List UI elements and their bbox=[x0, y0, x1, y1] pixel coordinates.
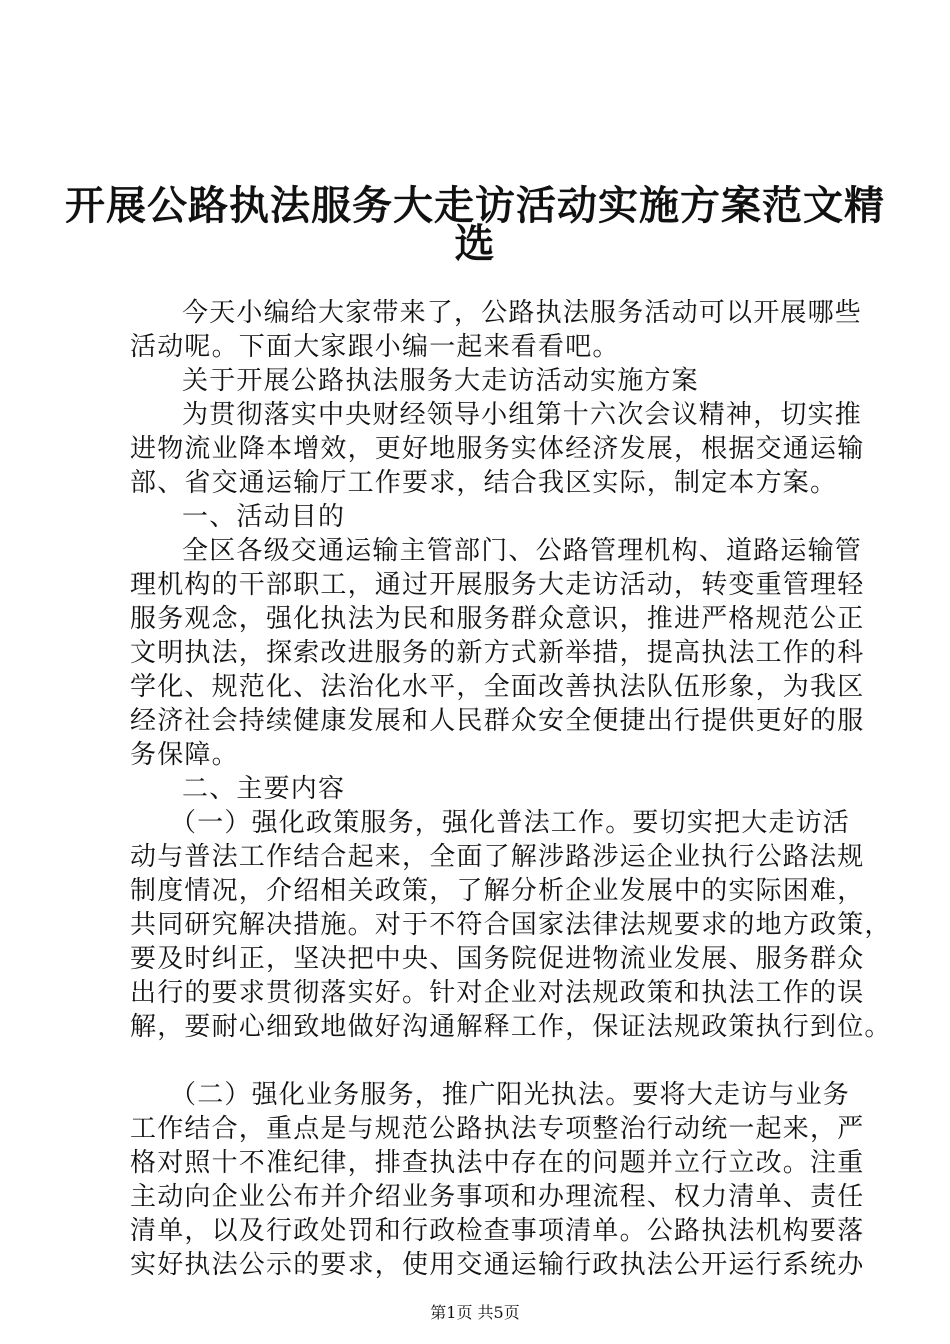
body-line: 动与普法工作结合起来，全面了解涉路涉运企业执行公路法规 bbox=[130, 842, 865, 872]
body-line: （一）强化政策服务，强化普法工作。要切实把大走访活 bbox=[170, 808, 851, 838]
body-line: 主动向企业公布并介绍业务事项和办理流程、权力清单、责任 bbox=[130, 1182, 865, 1212]
body-line: 制度情况，介绍相关政策，了解分析企业发展中的实际困难， bbox=[130, 876, 865, 906]
body-line: 进物流业降本增效，更好地服务实体经济发展，根据交通运输 bbox=[130, 434, 865, 464]
body-line: 出行的要求贯彻落实好。针对企业对法规政策和执法工作的误 bbox=[130, 978, 865, 1008]
body-line: 务保障。 bbox=[130, 740, 239, 770]
body-line: 文明执法，探索改进服务的新方式新举措，提高执法工作的科 bbox=[130, 638, 865, 668]
body-line: 经济社会持续健康发展和人民群众安全便捷出行提供更好的服 bbox=[130, 706, 865, 736]
body-line: 服务观念，强化执法为民和服务群众意识，推进严格规范公正 bbox=[130, 604, 865, 634]
document-title-line-1: 开展公路执法服务大走访活动实施方案范文精 bbox=[65, 182, 885, 229]
body-line: 解，要耐心细致地做好沟通解释工作，保证法规政策执行到位。 bbox=[130, 1012, 892, 1042]
body-line: 格对照十不准纪律，排查执法中存在的问题并立行立改。注重 bbox=[130, 1148, 865, 1178]
body-line: 理机构的干部职工，通过开展服务大走访活动，转变重管理轻 bbox=[130, 570, 865, 600]
body-line: 学化、规范化、法治化水平，全面改善执法队伍形象，为我区 bbox=[130, 672, 865, 702]
body-line: 全区各级交通运输主管部门、公路管理机构、道路运输管 bbox=[182, 536, 863, 566]
body-line: 清单，以及行政处罚和行政检查事项清单。公路执法机构要落 bbox=[130, 1216, 865, 1246]
body-line: 活动呢。下面大家跟小编一起来看看吧。 bbox=[130, 332, 620, 362]
body-line: 实好执法公示的要求，使用交通运输行政执法公开运行系统办 bbox=[130, 1250, 865, 1280]
subtitle-line: 关于开展公路执法服务大走访活动实施方案 bbox=[182, 366, 699, 396]
body-line: 要及时纠正，坚决把中央、国务院促进物流业发展、服务群众 bbox=[130, 944, 865, 974]
body-line: （二）强化业务服务，推广阳光执法。要将大走访与业务 bbox=[170, 1080, 851, 1110]
body-line: 为贯彻落实中央财经领导小组第十六次会议精神，切实推 bbox=[182, 400, 863, 430]
body-line: 工作结合，重点是与规范公路执法专项整治行动统一起来，严 bbox=[130, 1114, 865, 1144]
section-heading: 一、活动目的 bbox=[182, 502, 346, 532]
page-footer: 第1页 共5页 bbox=[430, 1303, 520, 1322]
body-line: 共同研究解决措施。对于不符合国家法律法规要求的地方政策， bbox=[130, 910, 892, 940]
body-line: 部、省交通运输厅工作要求，结合我区实际，制定本方案。 bbox=[130, 468, 838, 498]
document-title-line-2: 选 bbox=[454, 220, 496, 267]
body-line: 今天小编给大家带来了，公路执法服务活动可以开展哪些 bbox=[182, 298, 863, 328]
section-heading: 二、主要内容 bbox=[182, 774, 346, 804]
